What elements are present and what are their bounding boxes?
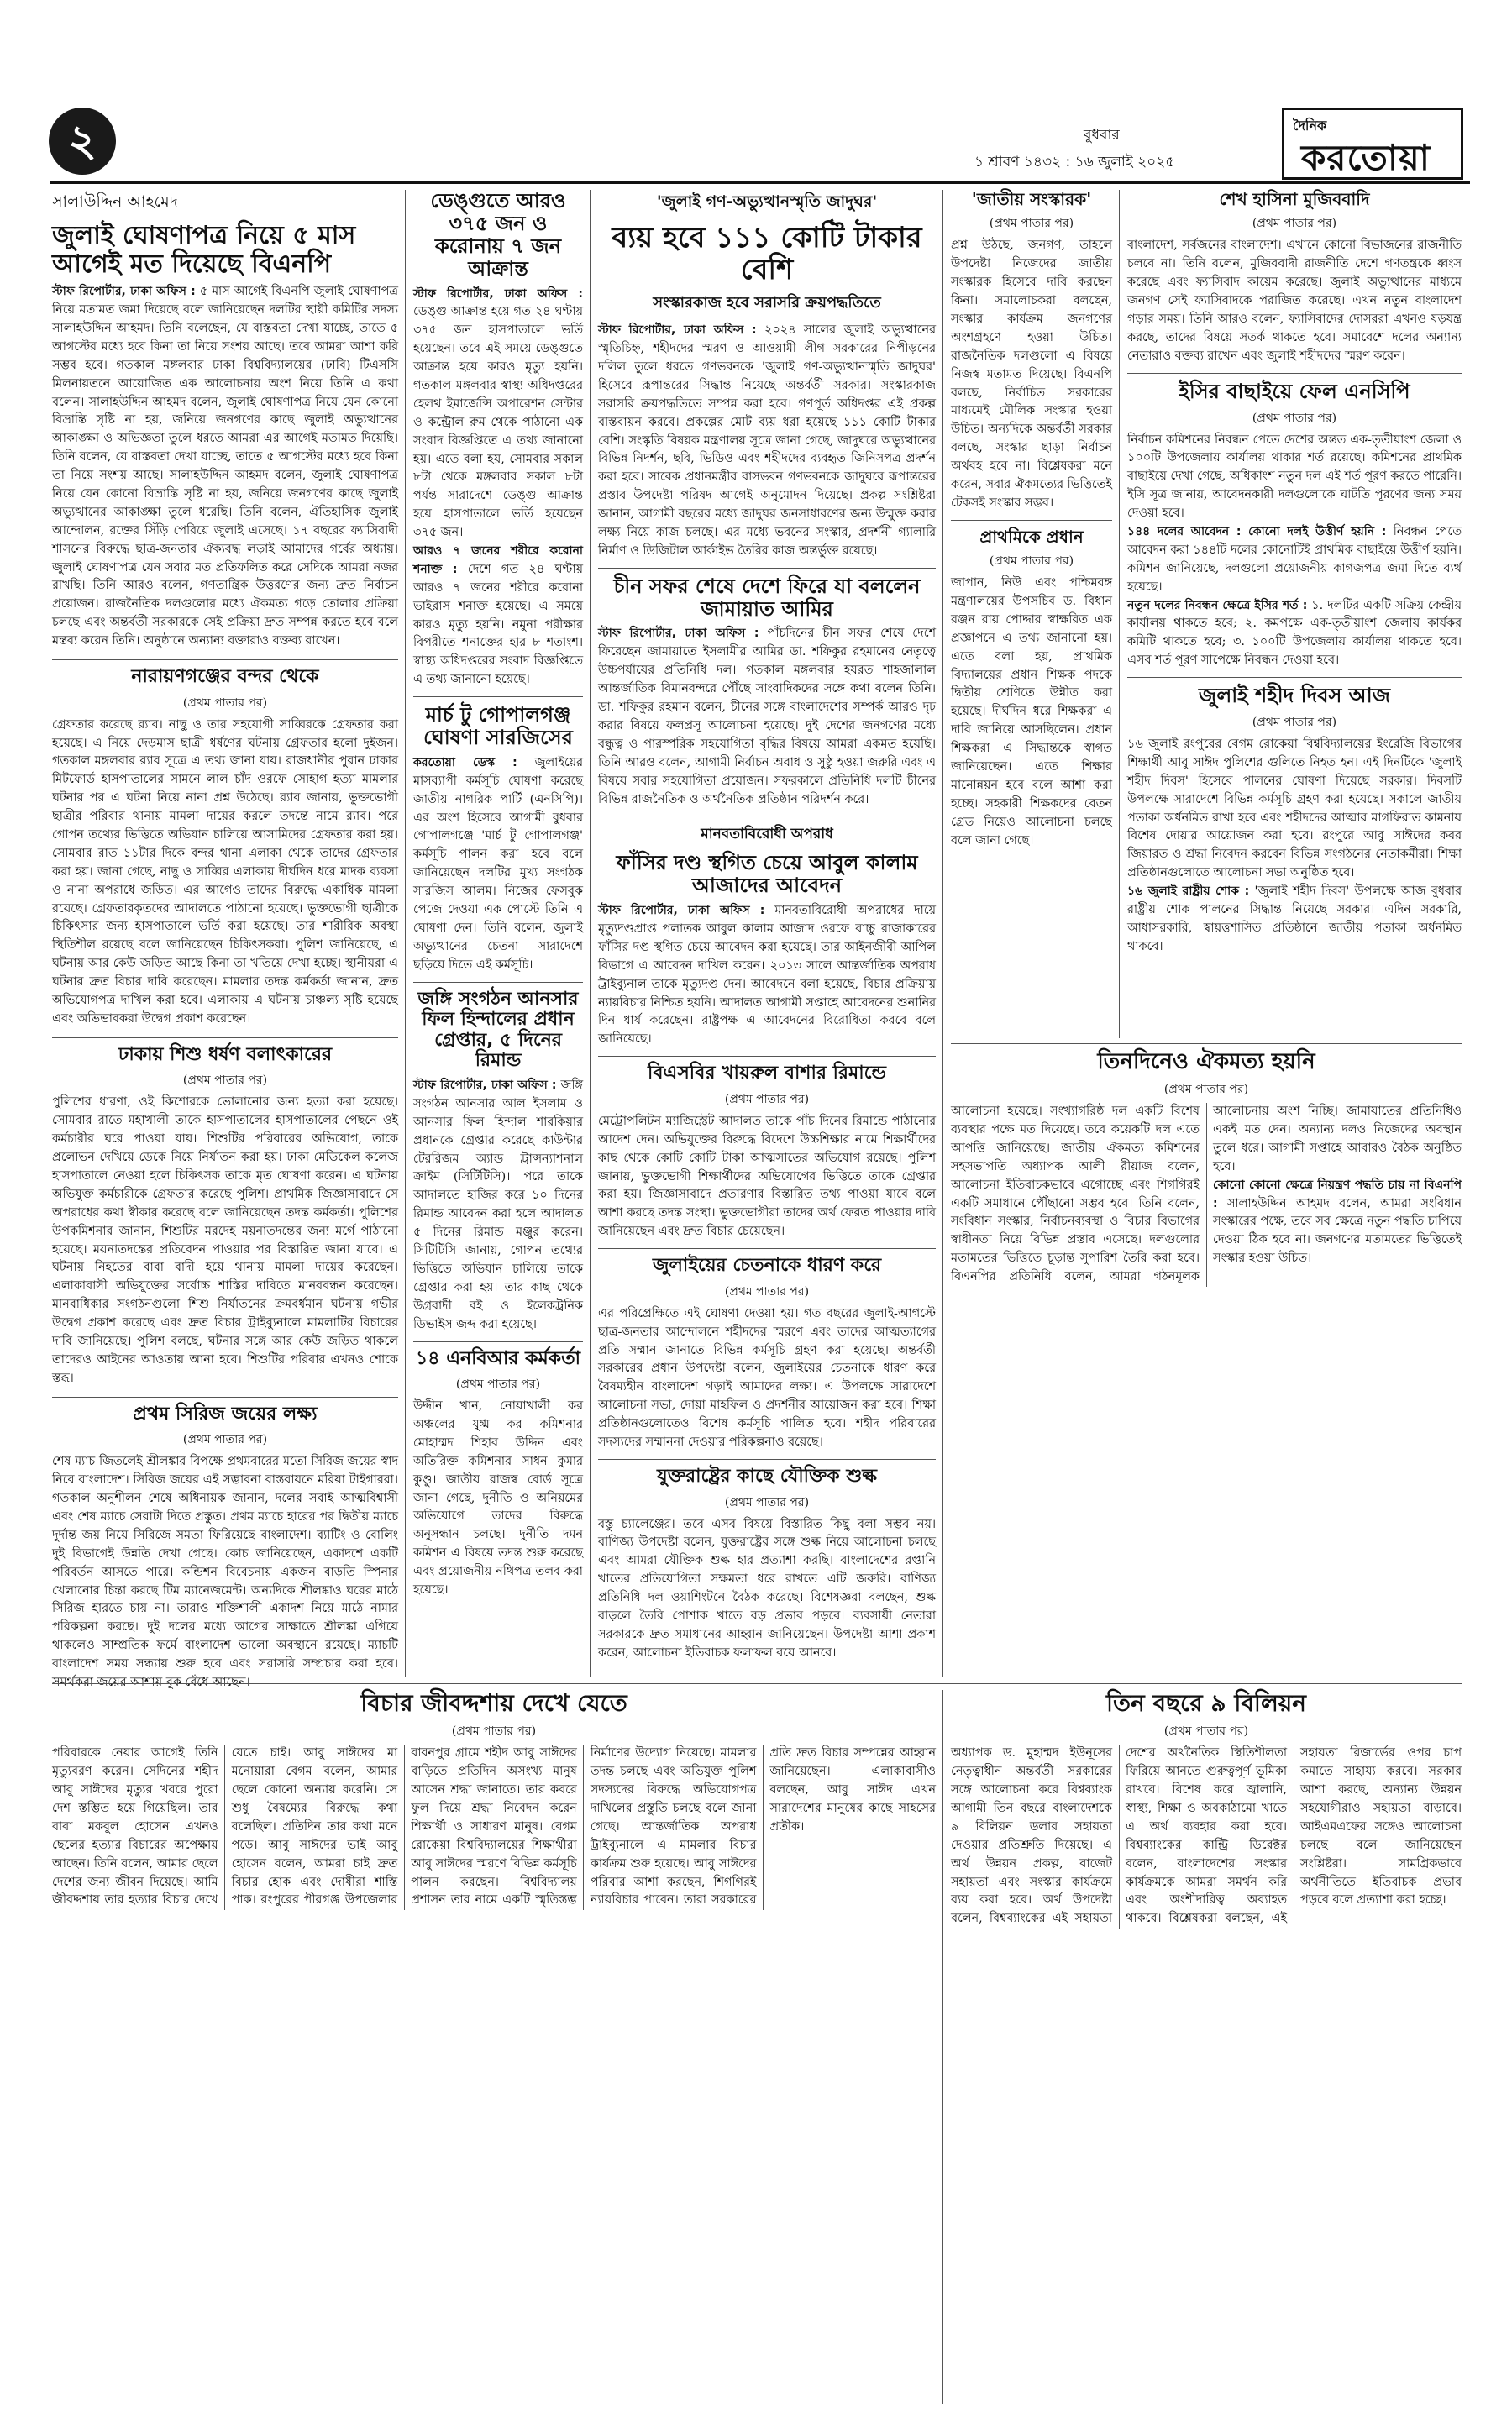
- article-museum: [598, 190, 936, 561]
- article-headline: ডেঙ্গুতে আরও ৩৭৫ জন ও করোনায় ৭ জন আক্রান্ত: [430, 189, 566, 281]
- article-headline: জুলাই ঘোষণাপত্র নিয়ে ৫ মাস আগেই মত দিয়েছে বিএনপি: [52, 221, 356, 279]
- article-militant-arrest: [413, 989, 583, 1335]
- article-dhaka-child: [52, 1045, 398, 1388]
- article-body: গ্রেফতার করেছে র‍্যাব। নাছু ও তার সহযোগী সাব্বিরকে গ্রেফতার করা হয়েছে। এ নিয়ে দেড়মাস ছাত্রী ধর্ষণের ঘটনায় গ্রেফতার হলো দুইজন। গতকাল মঙ্গলবার র‍্যাব সূত্রে এ তথ্য জানা যায়। রাজধানীর পুরান ঢাকার মিটফোর্ড হাসপাতালের সামনে লাল চাঁদ ওরফে সোহাগ হত্যা মামলার ঘটনার পর এ ঘটনা নিয়ে নানা প্রশ্ন উঠেছে। র‍্যাব জানায়, ভুক্তভোগী ছাত্রীর পরিবার থানায় মামলা দায়ের করলে তদন্তে নামে র‍্যাব। পরে গোপন তথ্যের ভিত্তিতে অভিযান চালিয়ে আসামিদের গ্রেফতার করা হয়। সোমবার রাত ১১টার দিকে বন্দর থানা এলাকা থেকে তাদের গ্রেফতার করা হয়। জানা গেছে, নাছু ও সাব্বির এলাকায় দীর্ঘদিন ধরে মাদক ব্যবসা ও নানা অপরাধে জড়িত। এর আগেও তাদের বিরুদ্ধে একাধিক মামলা রয়েছে। গ্রেফতারকৃতদের আদালতে পাঠানো হয়েছে। ভুক্তভোগী ছাত্রীকে চিকিৎসার জন্য হাসপাতালে ভর্তি করা হয়েছে। তার শারীরিক অবস্থা স্থিতিশীল রয়েছে বলে জানিয়েছেন চিকিৎসকরা। পুলিশ জানিয়েছে, এ ঘটনায় আর কেউ জড়িত আছে কিনা তা খতিয়ে দেখা হচ্ছে। স্থানীয়রা এ ঘটনার দ্রুত বিচার দাবি করেছেন। মামলার তদন্ত কর্মকর্তা জানান, দ্রুত অভিযোগপত্র দাখিল করা হবে। এলাকায় এ ঘটনায় চাঞ্চল্য সৃষ্টি হয়েছে এবং অভিভাবকরা উদ্বেগ প্রকাশ করেছেন।: [52, 717, 398, 1026]
- article-khairul-remand: [598, 1063, 936, 1241]
- article-body: 'জুলাই শহীদ দিবস' উপলক্ষে আজ বুধবার রাষ্ট্রীয় শোক পালনের সিদ্ধান্ত নিয়েছে সরকার। এদিন সরকারি, আধাসরকারি, স্বায়ত্তশাসিত প্রতিষ্ঠানে জাতীয় পতাকা অর্ধনমিত থাকবে।: [1127, 884, 1462, 953]
- article-dengue: [413, 190, 583, 690]
- article-consensus-block: [951, 1050, 1462, 1677]
- article-byline: স্টাফ রিপোর্টার, ঢাকা অফিস :: [413, 1079, 557, 1093]
- column-divider: [590, 190, 591, 1677]
- continued-label: (প্রথম পাতার পর): [1163, 1083, 1249, 1097]
- article-national-reformer: [951, 190, 1112, 513]
- article-subtitle: সংস্কারকাজ হবে সরাসরি ক্রয়পদ্ধতিতে: [653, 294, 881, 312]
- article-subhead: কোনো কোনো ক্ষেত্রে নিয়ন্ত্রণ পদ্ধতি চায় না বিএনপি :: [1213, 1178, 1462, 1210]
- article-body: বস্তু চ্যালেঞ্জের। তবে এসব বিষয়ে বিস্তারিত কিছু বলা সম্ভব নয়। বাণিজ্য উপদেষ্টা বলেন, যুক্তরাষ্ট্রের সঙ্গে শুল্ক নিয়ে আলোচনা চলছে এবং আমরা যৌক্তিক শুল্ক হার প্রত্যাশা করছি। বাংলাদেশের রপ্তানি খাতের প্রতিযোগিতা সক্ষমতা ধরে রাখতে এটি জরুরি। বাণিজ্য প্রতিনিধি দল ওয়াশিংটনে বৈঠক করেছে। বিশেষজ্ঞরা বলছেন, শুল্ক বাড়লে তৈরি পোশাক খাতে বড় প্রভাব পড়বে। ব্যবসায়ী নেতারা সরকারকে দ্রুত সমাধানের আহ্বান জানিয়েছেন। উপদেষ্টা আশা প্রকাশ করেন, আলোচনা ইতিবাচক ফলাফল বয়ে আনবে।: [598, 1517, 936, 1660]
- header-day: বুধবার: [1084, 127, 1120, 144]
- article-body: ৫ মাস আগেই বিএনপি জুলাই ঘোষণাপত্র নিয়ে মতামত জমা দিয়েছে বলে জানিয়েছেন দলটির স্থায়ী কমিটির সদস্য সালাহউদ্দিন আহমদ। তিনি বলেছেন, যে বাস্তবতা দেখা যাচ্ছে, তাতে ৫ আগস্টের মধ্যে হবে কিনা তা নিয়ে সংশয় আছে। তবে আমরা আশা করি সম্ভব হবে। গতকাল মঙ্গলবার ঢাকা বিশ্ববিদ্যালয়ের (ঢাবি) টিএসসি মিলনায়তনে আয়োজিত এক আলোচনায় অংশ নিয়ে তিনি এ কথা বলেন। সালাহউদ্দিন আহমদ বলেন, জুলাই ঘোষণাপত্র নিয়ে যেন কোনো বিভ্রান্তি সৃষ্টি না হয়, জনিয়ে জনগণের কাছে জুলাই অভ্যুত্থানের আকাঙ্ক্ষা ও অভিজ্ঞতা তুলে ধরতে আমরা এর আগেই মতামত দিয়েছি। তিনি বলেন, যে বাস্তবতা দেখা যাচ্ছে, তাতে ৫ আগস্টের মধ্যে হবে কিনা তা নিয়ে সংশয় আছে। সালাহউদ্দিন আহমদ বলেন, জুলাই ঘোষণাপত্র নিয়ে যেন কোনো বিভ্রান্তি সৃষ্টি না হয়, জনিয়ে জনগণের কাছে জুলাই অভ্যুত্থানের আকাঙ্ক্ষা তুলে ধরেছি। তিনি বলেন, ঐতিহাসিক জুলাই আন্দোলন, রক্তের সিঁড়ি পেরিয়ে জুলাই এসেছে। ১৭ বছরের ফ্যাসিবাদী শাসনের বিরুদ্ধে ছাত্র-জনতার ঐক্যবদ্ধ লড়াই আমাদের গর্বের অধ্যায়। জুলাই ঘোষণাপত্র যেন সবার মত প্রতিফলিত করে সেদিকে আমরা নজর রাখছি। তিনি আরও বলেন, গণতান্ত্রিক উত্তরণের জন্য দ্রুত নির্বাচন প্রয়োজন। রাজনৈতিক দলগুলোর মধ্যে ঐকমত্য গড়ে তোলার প্রক্রিয়া চলছে এবং অন্তর্বর্তী সরকারকে সেই প্রক্রিয়া দ্রুত সম্পন্ন করতে হবে বলে মন্তব্য করেন তিনি। অনুষ্ঠানে অন্যান্য বক্তারাও বক্তব্য রাখেন।: [52, 285, 398, 648]
- newspaper-logo: [1282, 108, 1463, 180]
- column-left: [52, 190, 398, 1689]
- article-ec-ncp: [1127, 381, 1462, 670]
- article-body: নির্বাচন কমিশনের নিবন্ধন পেতে দেশের অন্তত এক-তৃতীয়াংশ জেলা ও ১০০টি উপজেলায় কার্যালয় থাকার শর্ত রয়েছে। কমিশনের প্রাথমিক বাছাইয়ে দেখা গেছে, অধিকাংশ নতুন দল এই শর্ত পূরণ করতে পারেনি। ইসি সূত্র জানায়, আবেদনকারী দলগুলোকে ঘাটতি পূরণের জন্য সময় দেওয়া হবে।: [1127, 433, 1462, 521]
- article-byline: স্টাফ রিপোর্টার, ঢাকা অফিস :: [52, 285, 196, 299]
- continued-label: (প্রথম পাতার পর): [724, 1495, 810, 1509]
- article-headline: শেখ হাসিনা মুজিববাদি: [1219, 189, 1370, 209]
- article-subhead: নতুন দলের নিবন্ধন ক্ষেত্রে ইসির শর্ত :: [1127, 598, 1308, 612]
- continued-label: (প্রথম পাতার পর): [182, 1073, 268, 1088]
- column-divider: [942, 190, 943, 1677]
- article-hasina-mujibbadi: [1127, 190, 1462, 366]
- article-headline: প্রথম সিরিজ জয়ের লক্ষ্য: [133, 1403, 318, 1425]
- continued-label: (প্রথম পাতার পর): [724, 1284, 810, 1299]
- article-headline: প্রাথমিকে প্রধান: [979, 526, 1084, 547]
- article-headline: তিন বছরে ৯ বিলিয়ন: [1105, 1689, 1307, 1717]
- article-body: আলোচনা হয়েছে। সংখ্যাগরিষ্ঠ দল একটি বিশেষ ব্যবস্থার পক্ষে মত দিয়েছে। তবে কয়েকটি দল এতে আপত্তি জানিয়েছে। জাতীয় ঐকমত্য কমিশনের সহসভাপতি অধ্যাপক আলী রীয়াজ বলেন, আলোচনা ইতিবাচকভাবে এগোচ্ছে এবং শিগগিরই একটি সমাধানে পৌঁছানো সম্ভব হবে। তিনি বলেন, সংবিধান সংস্কার, নির্বাচনব্যবস্থা ও বিচার বিভাগের স্বাধীনতা নিয়ে বিভিন্ন প্রস্তাব এসেছে। দলগুলোর মতামতের ভিত্তিতে চূড়ান্ত সুপারিশ তৈরি করা হবে। বিএনপির প্রতিনিধি বলেন, আমরা গঠনমূলক আলোচনায় অংশ নিচ্ছি। জামায়াতের প্রতিনিধিও একই মত দেন। অন্যান্য দলও নিজেদের অবস্থান তুলে ধরে। আগামী সপ্তাহে আবারও বৈঠক অনুষ্ঠিত হবে।: [951, 1105, 1462, 1284]
- page-number-badge: ২: [49, 108, 116, 175]
- article-byline: স্টাফ রিপোর্টার, ঢাকা অফিস :: [598, 904, 765, 918]
- article-body: শেষ ম্যাচ জিতলেই শ্রীলঙ্কার বিপক্ষে প্রথমবারের মতো সিরিজ জয়ের স্বাদ নিবে বাংলাদেশ। সিরিজ জয়ের এই সম্ভাবনা বাস্তবায়নে মরিয়া টাইগাররা। গতকাল অনুশীলন শেষে অধিনায়ক জানান, দলের সবাই আত্মবিশ্বাসী এবং শেষ ম্যাচে সেরাটা দিতে প্রস্তুত। প্রথম ম্যাচে হারের পর দ্বিতীয় ম্যাচে দুর্দান্ত জয় নিয়ে সিরিজে সমতা ফিরিয়েছে বাংলাদেশ। ব্যাটিং ও বোলিং দুই বিভাগেই উন্নতি দেখা গেছে। কোচ জানিয়েছেন, একাদশে একটি পরিবর্তন আসতে পারে। কন্ডিশন বিবেচনায় একজন বাড়তি স্পিনার খেলানোর চিন্তা করছে টিম ম্যানেজমেন্ট। অন্যদিকে শ্রীলঙ্কাও ঘরের মাঠে সিরিজ হারতে চায় না। তারাও শক্তিশালী একাদশ নিয়ে মাঠে নামার পরিকল্পনা করছে। দুই দলের মধ্যে আগের সাক্ষাতে শ্রীলঙ্কা এগিয়ে থাকলেও সাম্প্রতিক ফর্মে বাংলাদেশ ভালো অবস্থানে রয়েছে। ম্যাচটি বাংলাদেশ সময় সন্ধ্যায় শুরু হবে এবং সরাসরি সম্প্রচার করা হবে। সমর্থকরা জয়ের আশায় বুক বেঁধে আছেন।: [52, 1455, 398, 1689]
- article-headline: 'জাতীয় সংস্কারক': [971, 189, 1092, 209]
- continued-label: (প্রথম পাতার পর): [182, 1433, 268, 1447]
- article-byline: স্টাফ রিপোর্টার, ঢাকা অফিস :: [598, 323, 757, 338]
- article-body: নিবন্ধন পেতে আবেদন করা ১৪৪টি দলের কোনোটিই প্রাথমিক বাছাইয়ে উত্তীর্ণ হয়নি। কমিশন জানিয়েছে, দলগুলো প্রয়োজনীয় কাগজপত্র জমা দিতে ব্যর্থ হয়েছে।: [1127, 524, 1462, 594]
- article-headline: ১৪ এনবিআর কর্মকর্তা: [416, 1347, 580, 1369]
- continued-label: (প্রথম পাতার পর): [1252, 715, 1337, 729]
- logo-big-text: করতোয়া: [1301, 137, 1431, 178]
- article-body: বাংলাদেশ, সর্বজনের বাংলাদেশ। এখানে কোনো বিভাজনের রাজনীতি চলবে না। তিনি বলেন, মুজিববাদী রাজনীতি দেশে গণতন্ত্রকে ধ্বংস করেছে এবং ফ্যাসিবাদ কায়েম করেছে। জুলাই অভ্যুত্থানের মাধ্যমে জনগণ সেই ফ্যাসিবাদকে পরাজিত করেছে। এখন নতুন বাংলাদেশ গড়ার সময়। তিনি আরও বলেন, ফ্যাসিবাদের দোসররা এখনও ষড়যন্ত্র করছে, তাদের বিষয়ে সতর্ক থাকতে হবে। সমাবেশে দলের অন্যান্য নেতারাও বক্তব্য রাখেন এবং জুলাই শহীদদের স্মরণ করেন।: [1127, 239, 1462, 363]
- article-headline: চীন সফর শেষে দেশে ফিরে যা বললেন জামায়াত আমির: [613, 574, 921, 621]
- article-byline: করতোয়া ডেস্ক :: [413, 755, 517, 769]
- article-subhead: আরও ৭ জনের শরীরে করোনা শনাক্ত :: [413, 543, 583, 576]
- article-body: পরিবারকে নেয়ার আগেই তিনি মৃত্যুবরণ করেন। সেদিনের শহীদ আবু সাঈদের মৃত্যুর খবরে পুরো দেশ স্তম্ভিত হয়ে গিয়েছিল। তার বাবা মকবুল হোসেন এখনও ছেলের হত্যার বিচারের অপেক্ষায় আছেন। তিনি বলেন, আমার ছেলে দেশের জন্য জীবন দিয়েছে। আমি জীবদ্দশায় তার হত্যার বিচার দেখে যেতে চাই। আবু সাঈদের মা মনোয়ারা বেগম বলেন, আমার ছেলে কোনো অন্যায় করেনি। সে শুধু বৈষম্যের বিরুদ্ধে কথা বলেছিল। প্রতিদিন তার কথা মনে পড়ে। আবু সাঈদের ভাই আবু হোসেন বলেন, আমরা চাই দ্রুত বিচার হোক এবং দোষীরা শাস্তি পাক। রংপুরের পীরগঞ্জ উপজেলার বাবনপুর গ্রামে শহীদ আবু সাঈদের বাড়িতে প্রতিদিন অসংখ্য মানুষ আসেন শ্রদ্ধা জানাতে। তার কবরে ফুল দিয়ে শ্রদ্ধা নিবেদন করেন শিক্ষার্থী ও সাধারণ মানুষ। বেগম রোকেয়া বিশ্ববিদ্যালয়ের শিক্ষার্থীরা আবু সাঈদের স্মরণে বিভিন্ন কর্মসূচি পালন করছেন। বিশ্ববিদ্যালয় প্রশাসন তার নামে একটি স্মৃতিস্তম্ভ নির্মাণের উদ্যোগ নিয়েছে। মামলার তদন্ত চলছে এবং অভিযুক্ত পুলিশ সদস্যদের বিরুদ্ধে অভিযোগপত্র দাখিলের প্রস্তুতি চলছে বলে জানা গেছে। আন্তর্জাতিক অপরাধ ট্রাইব্যুনালে এ মামলার বিচার কার্যক্রম শুরু হয়েছে। আবু সাঈদের পরিবার আশা করছেন, শিগগিরই ন্যায়বিচার পাবেন। তারা সরকারের প্রতি দ্রুত বিচার সম্পন্নের আহ্বান জানিয়েছেন। এলাকাবাসীও বলছেন, আবু সাঈদ এখন সারাদেশের মানুষের কাছে সাহসের প্রতীক।: [52, 1746, 936, 1908]
- article-body: মানবতাবিরোধী অপরাধের দায়ে মৃত্যুদণ্ডপ্রাপ্ত পলাতক আবুল কালাম আজাদ ওরফে বাচ্চু রাজাকারের ফাঁসির দণ্ড স্থগিত চেয়ে আবেদন করা হয়েছে। তার আইনজীবী আপিল বিভাগে এ আবেদন দাখিল করেন। ২০১৩ সালে আন্তর্জাতিক অপরাধ ট্রাইব্যুনাল তাকে মৃত্যুদণ্ড দেন। আবেদনে বলা হয়েছে, বিচার প্রক্রিয়ায় ন্যায়বিচার নিশ্চিত হয়নি। আদালত আগামী সপ্তাহে আবেদনের শুনানির দিন ধার্য করেছেন। রাষ্ট্রপক্ষ এ আবেদনের বিরোধিতা করবে বলে জানিয়েছে।: [598, 904, 937, 1047]
- continued-label: (প্রথম পাতার পর): [989, 554, 1074, 569]
- article-nine-billion-block: [951, 1690, 1462, 2404]
- continued-label: (প্রথম পাতার পর): [724, 1092, 810, 1106]
- article-headline: ইসির বাছাইয়ে ফেল এনসিপি: [1179, 379, 1410, 403]
- article-body: এর পরিপ্রেক্ষিতে এই ঘোষণা দেওয়া হয়। গত বছরের জুলাই-আগস্টে ছাত্র-জনতার আন্দোলনে শহীদদের স্মরণে এবং তাদের আত্মত্যাগের প্রতি সম্মান জানাতে বিভিন্ন কর্মসূচি গ্রহণ করা হয়েছে। অন্তর্বর্তী সরকারের প্রধান উপদেষ্টা বলেন, জুলাইয়ের চেতনাকে ধারণ করে বৈষম্যহীন বাংলাদেশ গড়াই আমাদের লক্ষ্য। এ উপলক্ষে সারাদেশে আলোচনা সভা, দোয়া মাহফিল ও প্রদর্শনীর আয়োজন করা হবে। শিক্ষা প্রতিষ্ঠানগুলোতেও বিশেষ কর্মসূচি পালিত হবে। শহীদ পরিবারের সদস্যদের সম্মাননা দেওয়ার পরিকল্পনাও রয়েছে।: [598, 1306, 936, 1449]
- article-headline: ফাঁসির দণ্ড স্থগিত চেয়ে আবুল কালাম আজাদের আবেদন: [616, 851, 918, 898]
- header-date: ১ শ্রাবণ ১৪৩২ : ১৬ জুলাই ২০২৫: [974, 154, 1175, 171]
- article-body: পুলিশের ধারণা, ওই কিশোরকে ভোলানোর জন্য হত্যা করা হয়েছে। সোমবার রাতে মহাখালী তাকে হাসপাতালের হাসপাতালের পেছনে ওই কর্মচারীর ঘরে পাওয়া যায়। শিশুটির পরিবারের অভিযোগ, তাকে প্রলোভন দেখিয়ে ডেকে নিয়ে নির্যাতন করা হয়। ঢাকা মেডিকেল কলেজ হাসপাতালে নেওয়া হলে চিকিৎসক তাকে মৃত ঘোষণা করেন। এ ঘটনায় অভিযুক্ত কর্মচারীকে গ্রেফতার করেছে পুলিশ। প্রাথমিক জিজ্ঞাসাবাদে সে অপরাধের কথা স্বীকার করেছে বলে জানিয়েছেন তদন্ত কর্মকর্তা। পুলিশের উপকমিশনার জানান, শিশুটির মরদেহ ময়নাতদন্তের জন্য মর্গে পাঠানো হয়েছে। ময়নাতদন্তের প্রতিবেদন পাওয়ার পর বিস্তারিত জানা যাবে। এ ঘটনায় নিহতের বাবা বাদী হয়ে থানায় মামলা দায়ের করেছেন। এলাকাবাসী অভিযুক্তের সর্বোচ্চ শাস্তির দাবিতে মানববন্ধন করেছেন। মানবাধিকার সংগঠনগুলো শিশু নির্যাতনের ক্রমবর্ধমান ঘটনায় গভীর উদ্বেগ প্রকাশ করেছে এবং দ্রুত বিচার ট্রাইব্যুনালে মামলাটির বিচারের দাবি জানিয়েছে। পুলিশ বলছে, ঘটনার সঙ্গে আর কেউ জড়িত থাকলে তাদেরও আইনের আওতায় আনা হবে। শিশুটির পরিবার এখনও শোকে স্তব্ধ।: [52, 1095, 398, 1385]
- article-headline: জুলাইয়ের চেতনাকে ধারণ করে: [652, 1255, 882, 1277]
- article-series-win: [52, 1404, 398, 1693]
- article-author: সালাউদ্দিন আহমেদ: [52, 192, 178, 211]
- article-body: জুলাইয়ের মাসব্যাপী কর্মসূচি ঘোষণা করেছে জাতীয় নাগরিক পার্টি (এনসিপি)। এর অংশ হিসেবে আগামী বুধবার গোপালগঞ্জে 'মার্চ টু গোপালগঞ্জ' কর্মসূচি পালন করা হবে বলে জানিয়েছেন দলটির মুখ্য সংগঠক সারজিস আলম। নিজের ফেসবুক পেজে দেওয়া এক পোস্টে তিনি এ ঘোষণা দেন। তিনি বলেন, জুলাই অভ্যুত্থানের চেতনা সারাদেশে ছড়িয়ে দিতে এই কর্মসূচি।: [413, 755, 583, 972]
- article-jamaat-china: [598, 575, 936, 810]
- article-headline: জুলাই শহীদ দিবস আজ: [1198, 684, 1391, 708]
- column-second: [413, 190, 583, 1677]
- article-nbr-officials: [413, 1349, 583, 1600]
- continued-label: (প্রথম পাতার পর): [989, 217, 1074, 231]
- article-body: সালাহউদ্দিন আহমদ বলেন, আমরা সংবিধান সংস্কারের পক্ষে, তবে সব ক্ষেত্রে নতুন পদ্ধতি চাপিয়ে দেওয়া ঠিক হবে না। জনগণের মতামতের ভিত্তিতেই সংস্কার হওয়া উচিত।: [1213, 1196, 1462, 1266]
- article-body: জাপান, নিউ এবং পশ্চিমবঙ্গ মন্ত্রণালয়ের উপসচিব ড. বিধান রঞ্জন রায় পোদ্দার স্বাক্ষরিত এক প্রজ্ঞাপনে এ তথ্য জানানো হয়। এতে বলা হয়, প্রাথমিক বিদ্যালয়ের প্রধান শিক্ষক পদকে দ্বিতীয় শ্রেণিতে উন্নীত করা হয়েছে। দীর্ঘদিন ধরে শিক্ষকরা এ দাবি জানিয়ে আসছিলেন। প্রধান শিক্ষকরা এ সিদ্ধান্তকে স্বাগত জানিয়েছেন। এতে শিক্ষার মানোন্নয়ন হবে বলে আশা করা হচ্ছে। সহকারী শিক্ষকদের বেতন গ্রেড নিয়েও আলোচনা চলছে বলে জানা গেছে।: [951, 576, 1112, 848]
- continued-label: (প্রথম পাতার পর): [1163, 1724, 1249, 1739]
- article-headline: ঢাকায় শিশু ধর্ষণ বলাৎকারের: [118, 1043, 333, 1065]
- article-body: ২০২৪ সালের জুলাই অভ্যুত্থানের স্মৃতিচিহ্ন, শহীদদের স্মরণ ও আওয়ামী লীগ সরকারের নিপীড়নের দলিল তুলে ধরতে গণভবনকে 'জুলাই গণ-অভ্যুত্থানস্মৃতি জাদুঘর' হিসেবে রূপান্তরের সিদ্ধান্ত নিয়েছে অন্তর্বর্তী সরকার। সংস্কারকাজ সরাসরি ক্রয়পদ্ধতিতে সম্পন্ন করা হবে। গণপূর্ত অধিদপ্তর এই প্রকল্প বাস্তবায়ন করবে। প্রকল্পের মোট ব্যয় ধরা হয়েছে ১১১ কোটি টাকার বেশি। সংস্কৃতি বিষয়ক মন্ত্রণালয় সূত্রে জানা গেছে, জাদুঘরে অভ্যুত্থানের বিভিন্ন নিদর্শন, ছবি, ভিডিও এবং শহীদদের ব্যবহৃত জিনিসপত্র প্রদর্শন করা হবে। সাবেক প্রধানমন্ত্রীর বাসভবন গণভবনকে জাদুঘরে রূপান্তরের প্রস্তাব উপদেষ্টা পরিষদ আগেই অনুমোদন দিয়েছে। প্রকল্প সংশ্লিষ্টরা জানান, আগামী বছরের মধ্যে জাদুঘর জনসাধারণের জন্য উন্মুক্ত করার লক্ষ্য নিয়ে কাজ চলছে। এর মধ্যে ভবনের সংস্কার, প্রদর্শনী গ্যালারি নির্মাণ ও ডিজিটাল আর্কাইভ তৈরির কাজ অন্তর্ভুক্ত রয়েছে।: [598, 323, 936, 558]
- article-body: মেট্রোপলিটন ম্যাজিস্ট্রেট আদালত তাকে পাঁচ দিনের রিমান্ডে পাঠানোর আদেশ দেন। অভিযুক্তের বিরুদ্ধে বিদেশে উচ্চশিক্ষার নামে শিক্ষার্থীদের কাছ থেকে কোটি কোটি টাকা আত্মসাতের অভিযোগ রয়েছে। পুলিশ জানায়, ভুক্তভোগী শিক্ষার্থীদের অভিযোগের ভিত্তিতে তাকে গ্রেপ্তার করা হয়। জিজ্ঞাসাবাদে প্রতারণার বিস্তারিত তথ্য পাওয়া যাবে বলে আশা করছে তদন্ত সংস্থা। ভুক্তভোগীরা তাদের অর্থ ফেরত পাওয়ার দাবি জানিয়েছেন এবং দ্রুত বিচার চেয়েছেন।: [598, 1114, 936, 1239]
- article-body: প্রশ্ন উঠছে, জনগণ, তাহলে উপদেষ্টা নিজেদের জাতীয় সংস্কারক হিসেবে দাবি করছেন কিনা। সমালোচকরা বলছেন, সংস্কার কার্যক্রম জনগণের অংশগ্রহণে হওয়া উচিত। রাজনৈতিক দলগুলো এ বিষয়ে নিজস্ব মতামত দিয়েছে। বিএনপি বলছে, নির্বাচিত সরকারের মাধ্যমেই মৌলিক সংস্কার হওয়া উচিত। অন্যদিকে অন্তর্বর্তী সরকার বলছে, সংস্কার ছাড়া নির্বাচন অর্থবহ হবে না। বিশ্লেষকরা মনে করেন, সবার ঐকমত্যের ভিত্তিতেই টেকসই সংস্কার সম্ভব।: [951, 239, 1112, 510]
- article-body: পাঁচদিনের চীন সফর শেষে দেশে ফিরেছেন জামায়াতে ইসলামীর আমির ডা. শফিকুর রহমানের নেতৃত্বে উচ্চপর্যায়ের প্রতিনিধি দল। গতকাল মঙ্গলবার হযরত শাহজালাল আন্তর্জাতিক বিমানবন্দরে পৌঁছে সাংবাদিকদের সঙ্গে কথা বলেন তিনি। ডা. শফিকুর রহমান বলেন, চীনের সঙ্গে বাংলাদেশের সম্পর্ক আরও দৃঢ় করার বিষয়ে ফলপ্রসূ আলোচনা হয়েছে। দুই দেশের জনগণের মধ্যে বন্ধুত্ব ও পারস্পরিক সহযোগিতা বৃদ্ধির বিষয়ে আমরা একমত হয়েছি। তিনি আরও বলেন, আগামী নির্বাচন অবাধ ও সুষ্ঠু হওয়া জরুরি এবং এ বিষয়ে সবার সহযোগিতা প্রয়োজন। সফরকালে প্রতিনিধি দলটি চীনের বিভিন্ন রাজনৈতিক ও অর্থনৈতিক প্রতিষ্ঠান পরিদর্শন করে।: [598, 627, 937, 806]
- section-rule: [951, 1043, 1462, 1044]
- article-body: ১. দলটির একটি সক্রিয় কেন্দ্রীয় কার্যালয় থাকতে হবে; ২. কমপক্ষে এক-তৃতীয়াংশ জেলায় কার্যকর কমিটি থাকতে হবে; ৩. ১০০টি উপজেলায় কার্যালয় থাকতে হবে। এসব শর্ত পূরণ সাপেক্ষে নিবন্ধন দেওয়া হবে।: [1127, 598, 1462, 668]
- article-july-spirit: [598, 1256, 936, 1452]
- article-kicker: মানবতাবিরোধী অপরাধ: [701, 826, 833, 843]
- article-primary-head: [951, 527, 1112, 851]
- article-narayanganj: [52, 667, 398, 1029]
- column-divider: [942, 1690, 943, 2404]
- header-rule: [50, 181, 1470, 184]
- article-march-gopalganj: [413, 704, 583, 974]
- article-headline: তিনদিনেও ঐকমত্য হয়নি: [1097, 1049, 1315, 1074]
- article-body: উদ্দীন খান, নোয়াখালী কর অঞ্চলের যুগ্ম কর কমিশনার মোহাম্মদ শিহাব উদ্দিন এবং অতিরিক্ত কমিশনার সাধন কুমার কুণ্ডু। জাতীয় রাজস্ব বোর্ড সূত্রে জানা গেছে, দুর্নীতি ও অনিয়মের অভিযোগে তাদের বিরুদ্ধে অনুসন্ধান চলছে। দুর্নীতি দমন কমিশন এ বিষয়ে তদন্ত শুরু করেছে এবং প্রয়োজনীয় নথিপত্র তলব করা হয়েছে।: [413, 1399, 583, 1598]
- article-byline: স্টাফ রিপোর্টার, ঢাকা অফিস :: [413, 286, 583, 301]
- article-trial-block: [52, 1690, 936, 2404]
- article-kicker: 'জুলাই গণ-অভ্যুত্থানস্মৃতি জাদুঘর': [656, 192, 878, 211]
- article-headline: বিএসবির খায়রুল বাশার রিমান্ডে: [647, 1063, 886, 1084]
- article-body: দেশে গত ২৪ ঘণ্টায় আরও ৭ জনের শরীরে করোনা ভাইরাস শনাক্ত হয়েছে। এ সময়ে কারও মৃত্যু হয়নি। নমুনা পরীক্ষার বিপরীতে শনাক্তের হার ৮ শতাংশ। স্বাস্থ্য অধিদপ্তরের সংবাদ বিজ্ঞপ্তিতে এ তথ্য জানানো হয়েছে।: [413, 562, 583, 687]
- article-subhead: ১৬ জুলাই রাষ্ট্রীয় শোক :: [1127, 884, 1250, 899]
- article-body: জঙ্গি সংগঠন আনসার আল ইসলাম ও আনসার ফিল হিন্দাল শারকিয়ার প্রধানকে গ্রেপ্তার করেছে কাউন্টার টেররিজম অ্যান্ড ট্রান্সন্যাশনাল ক্রাইম (সিটিটিসি)। পরে তাকে আদালতে হাজির করে ১০ দিনের রিমান্ড আবেদন করা হলে আদালত ৫ দিনের রিমান্ড মঞ্জুর করেন। সিটিটিসি জানায়, গোপন তথ্যের ভিত্তিতে অভিযান চালিয়ে তাকে গ্রেপ্তার করা হয়। তার কাছ থেকে উগ্রবাদী বই ও ইলেকট্রনিক ডিভাইস জব্দ করা হয়েছে।: [413, 1079, 583, 1331]
- column-right: [1127, 190, 1462, 1038]
- article-headline: বিচার জীবদ্দশায় দেখে যেতে: [360, 1689, 627, 1717]
- continued-label: (প্রথম পাতার পর): [451, 1724, 537, 1739]
- article-azad-appeal: [598, 823, 936, 1049]
- article-headline: ব্যয় হবে ১১১ কোটি টাকার বেশি: [612, 221, 922, 287]
- column-fourth: [951, 190, 1112, 1038]
- article-body: অধ্যাপক ড. মুহাম্মদ ইউনূসের নেতৃত্বাধীন অন্তর্বর্তী সরকারের সঙ্গে আলোচনা করে বিশ্বব্যাংক আগামী তিন বছরে বাংলাদেশকে ৯ বিলিয়ন ডলার সহায়তা দেওয়ার প্রতিশ্রুতি দিয়েছে। এ অর্থ উন্নয়ন প্রকল্প, বাজেট সহায়তা এবং সংস্কার কার্যক্রমে ব্যয় করা হবে। অর্থ উপদেষ্টা বলেন, বিশ্বব্যাংকের এই সহায়তা দেশের অর্থনৈতিক স্থিতিশীলতা ফিরিয়ে আনতে গুরুত্বপূর্ণ ভূমিকা রাখবে। বিশেষ করে জ্বালানি, স্বাস্থ্য, শিক্ষা ও অবকাঠামো খাতে এ অর্থ ব্যবহার করা হবে। বিশ্বব্যাংকের কান্ট্রি ডিরেক্টর বলেন, বাংলাদেশের সংস্কার কার্যক্রমকে আমরা সমর্থন করি এবং অংশীদারিত্ব অব্যাহত থাকবে। বিশ্লেষকরা বলছেন, এই সহায়তা রিজার্ভের ওপর চাপ কমাতে সাহায্য করবে। সরকার আশা করছে, অন্যান্য উন্নয়ন সহযোগীরাও সহায়তা বাড়াবে। আইএমএফের সঙ্গেও আলোচনা চলছে বলে জানিয়েছেন সংশ্লিষ্টরা। সামগ্রিকভাবে অর্থনীতিতে ইতিবাচক প্রভাব পড়বে বলে প্রত্যাশা করা হচ্ছে।: [951, 1746, 1462, 1926]
- continued-label: (প্রথম পাতার পর): [182, 695, 268, 710]
- continued-label: (প্রথম পাতার পর): [1252, 411, 1337, 425]
- article-subhead: ১৪৪ দলের আবেদন : কোনো দলই উত্তীর্ণ হয়নি :: [1127, 524, 1387, 538]
- continued-label: (প্রথম পাতার পর): [455, 1378, 541, 1392]
- article-july-charter: [52, 190, 398, 651]
- article-martyr-day: [1127, 685, 1462, 957]
- article-headline: যুক্তরাষ্ট্রের কাছে যৌক্তিক শুল্ক: [656, 1465, 878, 1487]
- article-headline: নারায়ণগঞ্জের বন্দর থেকে: [131, 666, 319, 687]
- article-headline: মার্চ টু গোপালগঞ্জ ঘোষণা সারজিসের: [423, 703, 573, 749]
- bottom-section-rule: [52, 1683, 1462, 1684]
- article-headline: জঙ্গি সংগঠন আনসার ফিল হিন্দালের প্রধান গ্রেপ্তার, ৫ দিনের রিমান্ড: [417, 988, 579, 1072]
- article-byline: স্টাফ রিপোর্টার, ঢাকা অফিস :: [598, 627, 759, 641]
- column-divider: [1119, 190, 1120, 1038]
- column-center: [598, 190, 936, 1677]
- article-us-tariff: [598, 1467, 936, 1663]
- article-body: ১৬ জুলাই রংপুরের বেগম রোকেয়া বিশ্ববিদ্যালয়ের ইংরেজি বিভাগের শিক্ষার্থী আবু সাঈদ পুলিশের গুলিতে নিহত হন। এই দিনটিকে 'জুলাই শহীদ দিবস' হিসেবে পালনের ঘোষণা দিয়েছে সরকার। দিবসটি উপলক্ষে সারাদেশে বিভিন্ন কর্মসূচি গ্রহণ করা হয়েছে। সকালে জাতীয় পতাকা অর্ধনমিত রাখা হবে এবং শহীদদের আত্মার মাগফিরাত কামনায় বিশেষ দোয়ার আয়োজন করা হবে। রংপুরে আবু সাঈদের কবর জিয়ারত ও শ্রদ্ধা নিবেদন করবেন বিভিন্ন সংগঠনের নেতাকর্মীরা। শিক্ষা প্রতিষ্ঠানগুলোতে আলোচনা সভা অনুষ্ঠিত হবে।: [1127, 737, 1462, 880]
- article-body: ডেঙ্গু আক্রান্ত হয়ে গত ২৪ ঘণ্টায় ৩৭৫ জন হাসপাতালে ভর্তি হয়েছেন। তবে এই সময়ে ডেঙ্গুতে আক্রান্ত হয়ে কারও মৃত্যু হয়নি। গতকাল মঙ্গলবার স্বাস্থ্য অধিদপ্তরের হেলথ ইমার্জেন্সি অপারেশন সেন্টার ও কন্ট্রোল রুম থেকে পাঠানো এক সংবাদ বিজ্ঞপ্তিতে এ তথ্য জানানো হয়। এতে বলা হয়, সোমবার সকাল ৮টা থেকে মঙ্গলবার সকাল ৮টা পর্যন্ত সারাদেশে ডেঙ্গু আক্রান্ত হয়ে হাসপাতালে ভর্তি হয়েছেন ৩৭৫ জন।: [413, 305, 583, 540]
- logo-small-text: দৈনিক: [1293, 118, 1327, 134]
- continued-label: (প্রথম পাতার পর): [1252, 217, 1337, 231]
- column-divider: [405, 190, 406, 1677]
